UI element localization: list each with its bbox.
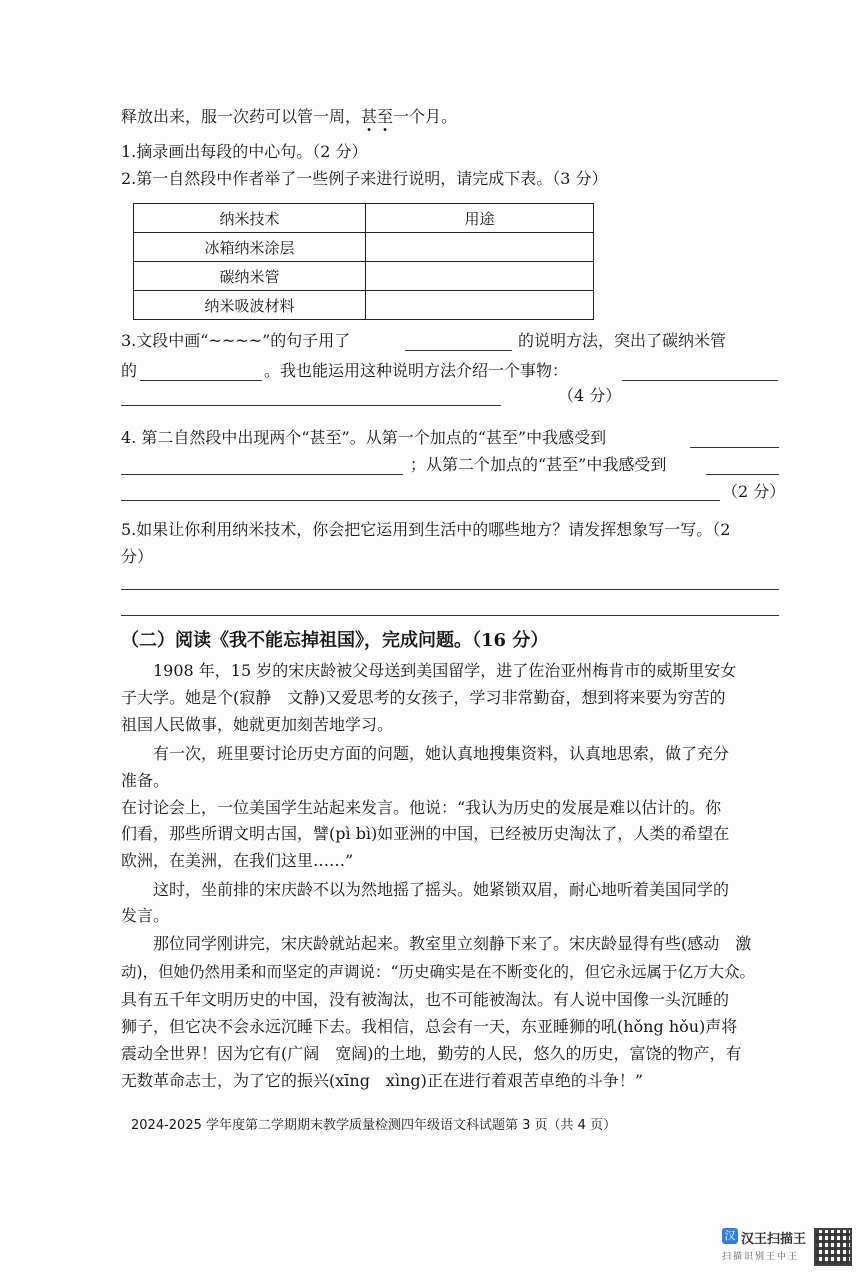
question-3-part3: 的 bbox=[121, 361, 138, 380]
answer-blank[interactable] bbox=[405, 350, 512, 351]
passage-line: 有一次，班里要讨论历史方面的问题，她认真地搜集资料，认真地思索，做了充分 bbox=[153, 744, 730, 763]
question-5-line1: 5.如果让你利用纳米技术，你会把它运用到生活中的哪些地方？请发挥想象写一写。（2 bbox=[121, 520, 731, 539]
table-cell: 冰箱纳米涂层 bbox=[134, 233, 366, 262]
answer-line[interactable] bbox=[121, 615, 779, 616]
question-4-score: （2 分） bbox=[722, 482, 786, 501]
question-3-part4: 。我也能运用这种说明方法介绍一个事物： bbox=[264, 361, 569, 380]
answer-blank[interactable] bbox=[121, 500, 720, 501]
answer-blank[interactable] bbox=[140, 380, 262, 381]
table-cell: 纳米吸波材料 bbox=[134, 291, 366, 320]
passage-line: 子大学。她是个(寂静 文静)又爱思考的女孩子，学习非常勤奋，想到将来要为穷苦的 bbox=[121, 688, 726, 707]
passage-line: 震动全世界！因为它有(广阔 宽阔)的土地，勤劳的人民，悠久的历史，富饶的物产，有 bbox=[121, 1044, 742, 1063]
question-4-part2: ；从第二个加点的“甚至”中我感受到 bbox=[410, 455, 667, 474]
page-footer: 2024-2025 学年度第二学期期末教学质量检测四年级语文科试题第 3 页（共 4 页） bbox=[131, 1118, 617, 1133]
passage-line: 祖国人民做事，她就更加刻苦地学习。 bbox=[121, 715, 394, 734]
question-2: 2.第一自然段中作者举了一些例子来进行说明，请完成下表。（3 分） bbox=[121, 169, 608, 188]
question-1: 1.摘录画出每段的中心句。（2 分） bbox=[121, 142, 368, 161]
answer-cell[interactable] bbox=[366, 291, 594, 320]
answer-blank[interactable] bbox=[690, 447, 779, 448]
qr-code-icon bbox=[814, 1228, 852, 1266]
passage-line: 无数革命志士，为了它的振兴(xīng xìng)正在进行着艰苦卓绝的斗争！” bbox=[121, 1071, 644, 1090]
scanner-logo-icon: 汉 bbox=[722, 1228, 738, 1244]
answer-blank[interactable] bbox=[121, 474, 403, 475]
table-header-usage: 用途 bbox=[366, 204, 594, 233]
text-line-top: 释放出来，服一次药可以管一周，甚至一个月。 bbox=[121, 107, 458, 126]
usage-table bbox=[133, 203, 594, 320]
passage-line: 动)，但她仍然用柔和而坚定的声调说：“历史确实是在不断变化的，但它永远属于亿万大众。 bbox=[121, 963, 755, 981]
table-row bbox=[134, 262, 594, 291]
table-row bbox=[134, 233, 594, 262]
table-row bbox=[134, 291, 594, 320]
question-3-score: （4 分） bbox=[558, 386, 622, 405]
question-3-part2: 的说明方法，突出了碳纳米管 bbox=[518, 331, 727, 350]
passage-line: 在讨论会上，一位美国学生站起来发言。他说：“我认为历史的发展是难以估计的。你 bbox=[121, 798, 722, 817]
passage-line: 那位同学刚讲完，宋庆龄就站起来。教室里立刻静下来了。宋庆龄显得有些(感动 激 bbox=[153, 934, 752, 953]
passage-line: 欧洲，在美洲，在我们这里……” bbox=[121, 851, 354, 870]
passage-line: 狮子，但它决不会永远沉睡下去。我相信，总会有一天，东亚睡狮的吼(hǒng hǒu)声将 bbox=[121, 1017, 738, 1036]
answer-cell[interactable] bbox=[366, 262, 594, 291]
table-header-tech: 纳米技术 bbox=[134, 204, 366, 233]
table-cell: 碳纳米管 bbox=[134, 262, 366, 291]
passage-line: 1908 年，15 岁的宋庆龄被父母送到美国留学，进了佐治亚州梅肯市的威斯里安女 bbox=[153, 661, 737, 680]
passage-line: 准备。 bbox=[121, 771, 170, 790]
answer-blank[interactable] bbox=[121, 405, 501, 406]
scanner-brand: 汉王扫描王 bbox=[741, 1232, 807, 1247]
answer-blank[interactable] bbox=[622, 380, 778, 381]
question-4-part1: 4. 第二自然段中出现两个“甚至”。从第一个加点的“甚至”中我感受到 bbox=[121, 428, 607, 447]
passage-line: 具有五千年文明历史的中国，没有被淘汰，也不可能被淘汰。有人说中国像一头沉睡的 bbox=[121, 990, 730, 1009]
answer-cell[interactable] bbox=[366, 233, 594, 262]
section-title: （二）阅读《我不能忘掉祖国》，完成问题。（16 分） bbox=[121, 630, 549, 651]
passage-line: 们看，那些所谓文明古国，譬(pì bì)如亚洲的中国，已经被历史淘汰了，人类的希望在 bbox=[121, 824, 730, 843]
passage-line: 这时，坐前排的宋庆龄不以为然地摇了摇头。她紧锁双眉，耐心地听着美国同学的 bbox=[153, 880, 730, 899]
passage-line: 发言。 bbox=[121, 906, 170, 925]
answer-blank[interactable] bbox=[706, 474, 779, 475]
question-5-line2: 分） bbox=[121, 547, 154, 566]
answer-line[interactable] bbox=[121, 589, 779, 590]
question-3-part1: 3.文段中画“~~~~”的句子用了 bbox=[121, 331, 351, 350]
table-header-row bbox=[134, 204, 594, 233]
scanner-slogan: 扫描识别王中王 bbox=[722, 1252, 800, 1262]
